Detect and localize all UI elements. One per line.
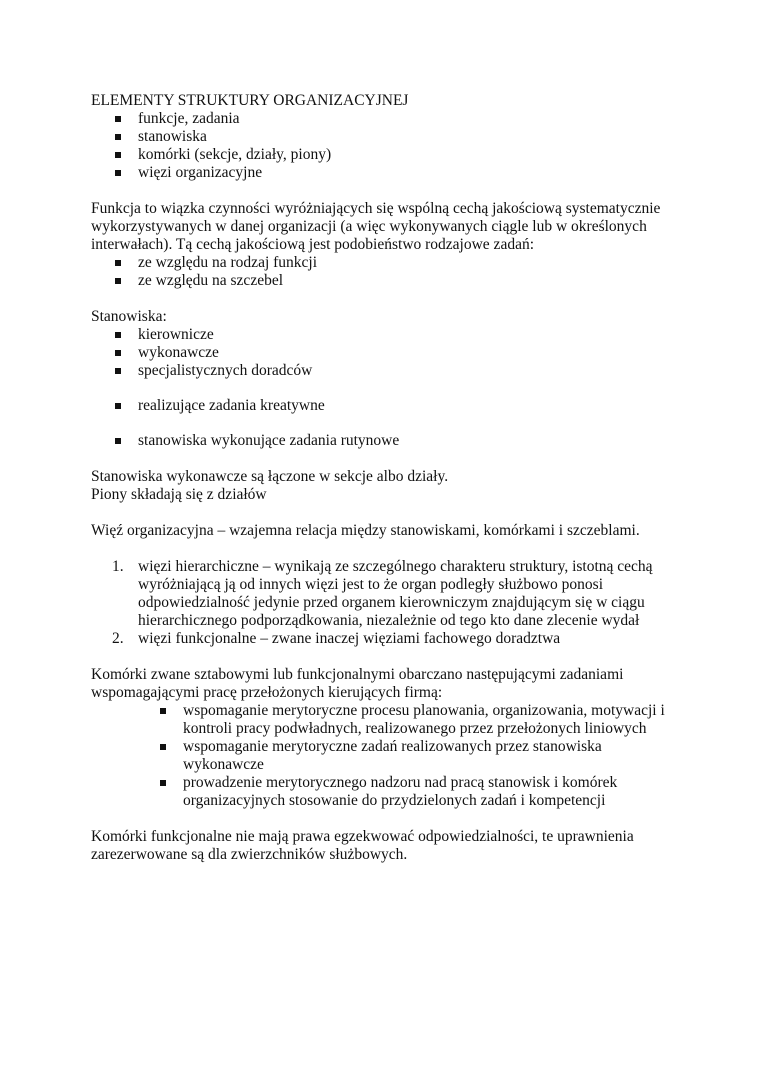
document-content (91, 92, 681, 864)
list-item: funkcje, zadania (91, 110, 681, 128)
elements-list (91, 110, 681, 182)
list-item: komórki (sekcje, działy, piony) (91, 146, 681, 164)
list-item: specjalistycznych doradców (91, 362, 681, 380)
komorki-paragraph: Komórki zwane sztabowymi lub funkcjonalnymi obarczano następującymi zadaniami wspomagającymi pracę przełożonych kierujących firmą: (91, 666, 624, 701)
list-item: więzi organizacyjne (91, 164, 681, 182)
list-item: kierownicze (91, 326, 681, 344)
stanowiska-list-b (91, 397, 681, 415)
document-title: ELEMENTY STRUKTURY ORGANIZACYJNEJ (91, 92, 409, 109)
list-item: wspomaganie merytoryczne zadań realizowanych przez stanowiska wykonawcze (91, 738, 681, 774)
numbered-item (91, 558, 681, 630)
list-item: wspomaganie merytoryczne procesu planowania, organizowania, motywacji i kontroli pracy podwładnych, realizowanego przez przełożonych liniowych (91, 702, 681, 738)
list-item: stanowiska wykonujące zadania rutynowe (91, 432, 681, 450)
list-item: wykonawcze (91, 344, 681, 362)
item-number: 1. (112, 558, 124, 575)
item-text: więzi funkcjonalne – zwane inaczej więziami fachowego doradztwa (138, 630, 561, 647)
list-item: ze względu na rodzaj funkcji (91, 254, 681, 272)
list-item: realizujące zadania kreatywne (91, 397, 681, 415)
piony-paragraph: Piony składają się z działów (91, 486, 267, 503)
wiezi-list (91, 558, 681, 648)
stanowiska-list-c (91, 432, 681, 450)
final-paragraph: Komórki funkcjonalne nie mają prawa egzekwować odpowiedzialności, te uprawnienia zarezerwowane są dla zwierzchników służbowych. (91, 828, 634, 863)
funkcja-list (91, 254, 681, 290)
stanowiska-paragraph: Stanowiska wykonawcze są łączone w sekcje albo działy. (91, 468, 449, 485)
stanowiska-heading: Stanowiska: (91, 308, 167, 325)
stanowiska-list (91, 326, 681, 380)
wiez-paragraph: Więź organizacyjna – wzajemna relacja między stanowiskami, komórkami i szczeblami. (91, 522, 640, 539)
funkcja-paragraph: Funkcja to wiązka czynności wyróżniających się wspólną cechą jakościową systematycznie wykorzystywanych w danej organizacji (a więc wykonywanych ciągle lub w określonych interwałach). Tą cechą jakościową jest podobieństwo rodzajowe zadań: (91, 200, 661, 253)
item-number: 2. (112, 630, 124, 647)
item-text: więzi hierarchiczne – wynikają ze szczególnego charakteru struktury, istotną cechą wyróżniającą ją od innych więzi jest to że organ podległy służbowo ponosi odpowiedzialność jedynie przed organem kierowniczym znajdującym się w ciągu hierarchicznego podporządkowania, niezależnie od tego kto dane zlecenie wydał (138, 558, 653, 629)
list-item: stanowiska (91, 128, 681, 146)
list-item: prowadzenie merytorycznego nadzoru nad pracą stanowisk i komórek organizacyjnych stosowanie do przydzielonych zadań i kompetencji (91, 774, 681, 810)
komorki-list (91, 702, 681, 810)
list-item: ze względu na szczebel (91, 272, 681, 290)
numbered-item (91, 630, 681, 648)
